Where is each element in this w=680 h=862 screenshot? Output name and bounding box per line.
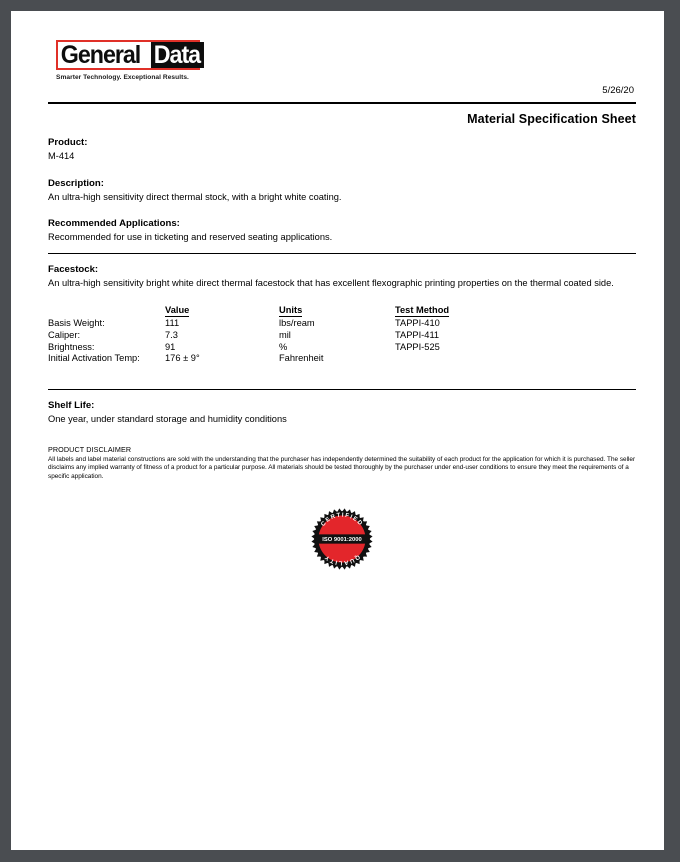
row-label: Caliper: xyxy=(48,329,81,340)
document-page xyxy=(11,11,664,850)
row-units: Fahrenheit xyxy=(279,353,324,364)
page-title: Material Specification Sheet xyxy=(467,112,636,126)
company-logo xyxy=(56,40,200,81)
row-value: 7.3 xyxy=(165,329,178,340)
seal-center-text: ISO 9001:2000 xyxy=(322,536,362,543)
row-label: Brightness: xyxy=(48,341,95,352)
table-header-row xyxy=(48,304,449,318)
section-description xyxy=(48,177,636,204)
row-test-method: TAPPI-411 xyxy=(395,329,440,340)
spacer xyxy=(48,163,636,177)
row-test-method: TAPPI-410 xyxy=(395,318,440,328)
row-units: lbs/ream xyxy=(279,318,315,328)
table-body xyxy=(48,318,449,365)
seal-bottom-text: QUALITY xyxy=(323,553,361,566)
row-label: Basis Weight: xyxy=(48,318,105,328)
row-value: 91 xyxy=(165,341,176,352)
header-divider xyxy=(48,102,636,104)
logo-mark xyxy=(56,40,200,70)
disclaimer-title: PRODUCT DISCLAIMER xyxy=(48,444,132,454)
iso-seal-container xyxy=(48,508,636,570)
document-date: 5/26/20 xyxy=(602,85,634,96)
shelf-life-body: One year, under standard storage and humidity conditions xyxy=(48,414,287,425)
disclaimer-body: All labels and label material constructions are sold with the understanding that the purchaser has independently determined the suitability of each product for the application for which it is purchased. The seller disclaims any implied warranty of fitness of a product for a particular purpose. All materials should be tested thoroughly by the purchaser under end-user conditions to ensure they meet the requirements of a specific application. xyxy=(48,455,636,480)
logo-word-general: General xyxy=(58,42,141,68)
spacer xyxy=(48,254,636,263)
description-heading: Description: xyxy=(48,177,104,189)
product-body: M-414 xyxy=(48,151,75,161)
spacer xyxy=(48,203,636,217)
seal-top-text: CERTIFIED xyxy=(320,512,364,528)
product-heading: Product: xyxy=(48,137,88,148)
spacer xyxy=(48,365,636,389)
row-units: mil xyxy=(279,329,291,340)
row-test-method xyxy=(395,353,449,365)
table-row xyxy=(48,342,449,354)
column-header-label xyxy=(48,304,165,318)
shelf-life-heading: Shelf Life: xyxy=(48,400,95,412)
section-shelf-life xyxy=(48,399,636,426)
table-row xyxy=(48,330,449,342)
specification-table xyxy=(48,304,449,365)
iso-certified-seal-icon xyxy=(311,508,373,570)
facestock-body: An ultra-high sensitivity bright white direct thermal facestock that has excellent flexographic printing properties on the thermal coated side. xyxy=(48,277,614,288)
product-disclaimer xyxy=(48,445,636,481)
document-header xyxy=(48,40,636,102)
facestock-heading: Facestock: xyxy=(48,263,99,275)
logo-word-data: Data xyxy=(151,42,204,68)
iso-seal-svg xyxy=(311,508,373,570)
spacer xyxy=(48,426,636,445)
table-row xyxy=(48,353,449,365)
section-applications xyxy=(48,217,636,244)
row-value: 111 xyxy=(165,318,180,328)
section-product xyxy=(48,136,636,163)
document-content xyxy=(48,40,636,570)
table-row xyxy=(48,318,449,330)
column-header-value: Value xyxy=(165,305,190,315)
applications-heading: Recommended Applications: xyxy=(48,218,180,229)
spacer xyxy=(48,390,636,399)
column-header-units: Units xyxy=(279,305,303,315)
applications-body: Recommended for use in ticketing and reserved seating applications. xyxy=(48,232,333,242)
row-test-method: TAPPI-525 xyxy=(395,341,440,352)
description-body: An ultra-high sensitivity direct thermal stock, with a bright white coating. xyxy=(48,191,342,202)
column-header-test-method: Test Method xyxy=(395,305,450,315)
row-label: Initial Activation Temp: xyxy=(48,353,140,364)
section-facestock xyxy=(48,263,636,290)
logo-tagline: Smarter Technology. Exceptional Results. xyxy=(56,74,189,81)
spacer xyxy=(48,244,636,253)
row-value: 176 ± 9° xyxy=(165,353,200,364)
table-head xyxy=(48,304,449,318)
row-units: % xyxy=(279,341,288,352)
